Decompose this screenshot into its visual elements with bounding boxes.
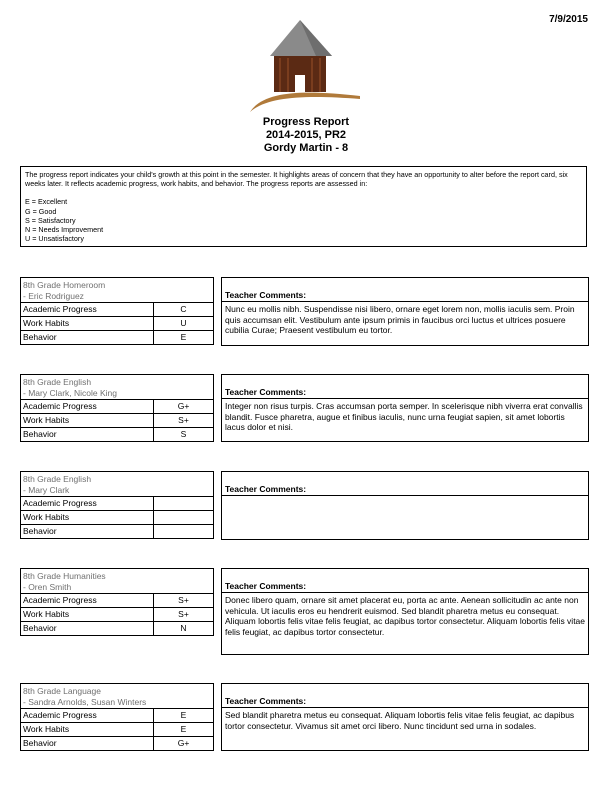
behavior-label: Behavior	[21, 428, 154, 442]
course-name: 8th Grade Humanities	[23, 571, 106, 581]
grades-table	[21, 594, 213, 635]
behavior-grade: E	[154, 331, 214, 345]
table-row	[21, 608, 213, 622]
course-title	[21, 472, 213, 497]
intro-box	[20, 166, 587, 247]
behavior-grade: G+	[154, 737, 214, 751]
course-grades	[20, 683, 214, 751]
work-grade	[154, 511, 214, 525]
teacher-comments	[221, 277, 589, 346]
work-grade: U	[154, 317, 214, 331]
course-grades	[20, 374, 214, 442]
course-name: 8th Grade English	[23, 377, 92, 387]
academic-grade: S+	[178, 595, 189, 605]
table-row	[21, 525, 213, 539]
work-label: Work Habits	[21, 414, 154, 428]
report-title: Progress Report	[262, 116, 350, 128]
comments-header: Teacher Comments:	[222, 375, 588, 399]
course-teachers: - Sandra Arnolds, Susan Winters	[23, 696, 147, 707]
table-row	[21, 511, 213, 525]
grades-table	[21, 709, 213, 750]
grades-table	[21, 400, 213, 441]
comments-header: Teacher Comments:	[222, 278, 588, 302]
course-teachers: - Oren Smith	[23, 581, 72, 592]
work-label: Work Habits	[21, 608, 154, 622]
grade-scale-item: N = Needs Improvement	[25, 225, 104, 235]
teacher-comments	[221, 374, 589, 442]
course-title	[21, 278, 213, 303]
comments-header: Teacher Comments:	[222, 569, 588, 593]
behavior-label: Behavior	[21, 737, 154, 751]
teacher-comments	[221, 568, 589, 655]
report-header	[0, 116, 612, 155]
student-name: Gordy Martin - 8	[263, 142, 349, 154]
behavior-label: Behavior	[21, 525, 154, 539]
teacher-comments	[221, 471, 589, 540]
school-logo	[246, 20, 364, 116]
course-grades	[20, 277, 214, 345]
course-name: 8th Grade English	[23, 474, 92, 484]
course-grades	[20, 471, 214, 539]
grade-scale-item: G = Good	[25, 206, 57, 216]
table-row	[21, 400, 213, 414]
comment-text: Integer non risus turpis. Cras accumsan porta semper. In scelerisque nibh viverra erat convallis blandit. Fusce pharetra, augue et finibus iaculis, nunc urna feugiat sapien, sit amet lobortis lacus dolor et nisi.	[225, 401, 583, 433]
course-title	[21, 684, 213, 709]
academic-grade: G+	[177, 401, 190, 411]
academic-label: Academic Progress	[21, 497, 154, 511]
comment-text: Donec libero quam, ornare sit amet placerat eu, porta ac ante. Aenean sollicitudin ac ante non vehicula. Ut iaculis eros eu hendrerit euismod. Sed blandit pharetra metus eu consequat. Aliquam lobortis felis vitae felis feugiat, ac dapibus tortor consectetur. Aliquam lobortis felis vitae felis feugiat, ac dapibus tortor consectetur.	[225, 595, 586, 637]
academic-label: Academic Progress	[21, 303, 154, 317]
grades-table	[21, 303, 213, 344]
comment-text	[222, 496, 588, 500]
table-row	[21, 622, 213, 636]
work-label: Work Habits	[21, 511, 154, 525]
table-row	[21, 594, 213, 608]
teacher-comments	[221, 683, 589, 751]
course-teachers: - Mary Clark	[23, 484, 70, 495]
grade-scale-item: U = Unsatisfactory	[25, 234, 84, 244]
course-grades	[20, 568, 214, 636]
course-name: 8th Grade Homeroom	[23, 280, 106, 290]
table-row	[21, 723, 213, 737]
work-grade: S+	[154, 608, 214, 622]
comment-text: Nunc eu mollis nibh. Suspendisse nisi libero, ornare eget lorem non, mollis iaculis sem. Proin quis accumsan elit. Vestibulum ante ipsum primis in faucibus orci luctus et ultrices posuere cubilia Curae; Praesent vestibulum eu tortor.	[225, 304, 575, 336]
work-label: Work Habits	[21, 317, 154, 331]
behavior-label: Behavior	[21, 331, 154, 345]
behavior-grade	[154, 525, 214, 539]
academic-label: Academic Progress	[21, 400, 154, 414]
course-name: 8th Grade Language	[23, 686, 101, 696]
behavior-grade: N	[154, 622, 214, 636]
table-row	[21, 303, 213, 317]
academic-grade	[154, 497, 214, 511]
academic-label: Academic Progress	[21, 709, 154, 723]
course-title	[21, 375, 213, 400]
report-date: 7/9/2015	[549, 14, 588, 25]
intro-text: The progress report indicates your child's growth at this point in the semester. It highlights areas of concern that they have an opportunity to alter before the report card, six weeks later. It reflects academic progress, work habits, and behavior. The progress reports are assessed in:	[25, 170, 568, 189]
table-row	[21, 428, 213, 442]
comment-text: Sed blandit pharetra metus eu consequat. Aliquam lobortis felis vitae felis feugiat, ac dapibus tortor consectetur. Vivamus sit amet orci libero. Nunc tincidunt sed urna in sodales.	[225, 710, 575, 731]
academic-label: Academic Progress	[21, 594, 154, 608]
table-row	[21, 414, 213, 428]
table-row	[21, 709, 213, 723]
course-teachers: - Eric Rodriguez	[23, 290, 84, 301]
report-term: 2014-2015, PR2	[265, 129, 347, 141]
comments-header: Teacher Comments:	[222, 472, 588, 496]
course-title	[21, 569, 213, 594]
academic-grade: C	[180, 304, 187, 314]
academic-grade: E	[180, 710, 187, 720]
grades-table	[21, 497, 213, 538]
work-grade: S+	[154, 414, 214, 428]
behavior-label: Behavior	[21, 622, 154, 636]
table-row	[21, 331, 213, 345]
table-row	[21, 317, 213, 331]
grade-scale-item: S = Satisfactory	[25, 215, 76, 225]
course-teachers: - Mary Clark, Nicole King	[23, 387, 117, 398]
table-row	[21, 737, 213, 751]
behavior-grade: S	[154, 428, 214, 442]
work-label: Work Habits	[21, 723, 154, 737]
work-grade: E	[154, 723, 214, 737]
grade-scale-item: E = Excellent	[25, 197, 68, 207]
comments-header: Teacher Comments:	[222, 684, 588, 708]
table-row	[21, 497, 213, 511]
